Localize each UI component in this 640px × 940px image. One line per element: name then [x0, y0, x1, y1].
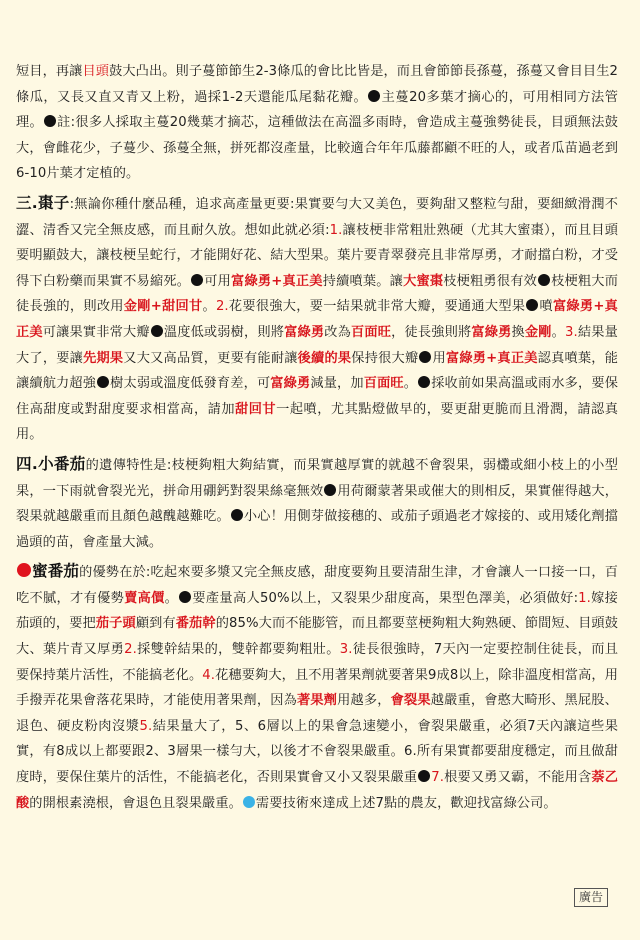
black-bullet-icon — [368, 90, 380, 102]
text-run: 顧到有 — [135, 616, 176, 632]
text-run: 嫁接茄頭的，要把 — [16, 590, 618, 632]
text-run: 採雙幹結果的，雙幹都要夠粗壯。 — [136, 642, 340, 658]
black-bullet-icon — [44, 115, 56, 127]
text-run: 的遺傳特性是:枝梗夠粗大夠結實，而果實越厚實的就越不會裂果，弱欉或細小枝上的小型果，一下雨就會裂光光，拼命用硼鈣對裂果絲毫無效 — [16, 457, 618, 499]
text-run: 保持很大瓣 — [351, 350, 419, 366]
text-run: 枝梗粗大而徒長強的，則改用 — [16, 273, 618, 315]
text-run: 小心！用側芽做接穗的、或茄子頭過老才嫁接的、或用矮化劑擋過頭的苗，會產量大減。 — [16, 509, 618, 550]
black-bullet-icon — [179, 591, 191, 603]
text-run: 減量，加 — [310, 376, 364, 392]
text-run: 主蔓20多葉才摘心的，可用相同方法管理。 — [16, 89, 618, 131]
text-run: 的優勢在於:吃起來要多漿又完全無皮感，甜度要夠且要清甜生津，才會讓人一口接一口，百吃不膩，才有優勢 — [16, 565, 618, 606]
highlight-text: 4. — [202, 667, 216, 683]
highlight-text: 番茄幹 — [175, 616, 216, 632]
highlight-text: 7. — [431, 770, 445, 786]
section-paragraph — [16, 559, 618, 816]
text-run: 改為 — [324, 324, 352, 340]
text-run: 短目，再讓 — [16, 64, 83, 79]
highlight-text: 富綠勇 — [471, 324, 512, 340]
highlight-text: 1. — [578, 590, 591, 606]
text-run: 花要很強大，要一結果就非常大瓣，要通通大型果 — [228, 299, 526, 315]
highlight-text: 百面旺 — [363, 376, 404, 392]
highlight-text: 富綠勇 — [284, 324, 325, 340]
highlight-text: 賣高價 — [124, 590, 165, 606]
text-run: 枝梗粗勇很有效 — [443, 273, 538, 289]
text-run: 認真噴葉，能讓續航力超強 — [16, 350, 618, 392]
text-run: 樹太弱或溫度低發育差，可 — [110, 376, 271, 392]
black-bullet-icon — [231, 509, 243, 521]
article-body — [16, 59, 618, 819]
section-heading: 蜜番茄 — [32, 562, 80, 581]
black-bullet-icon — [97, 376, 109, 388]
text-run: 。 — [202, 299, 216, 315]
text-run: 。 — [551, 324, 566, 340]
black-bullet-icon — [151, 325, 163, 337]
highlight-text: 2. — [215, 299, 229, 315]
text-run: 用越多， — [337, 693, 391, 709]
highlight-text: 金剛 — [524, 324, 552, 340]
text-run: 可用 — [204, 273, 232, 289]
highlight-text: 會裂果 — [390, 693, 431, 709]
text-run: 要產量高人50%以上，又裂果少甜度高，果型色澤美，必須做好: — [192, 590, 579, 606]
text-run: 噴 — [539, 299, 553, 315]
text-run: ，徒長強則將 — [391, 324, 472, 340]
highlight-text: 金剛+甜回甘 — [123, 299, 203, 315]
highlight-text: 後續的果 — [297, 350, 352, 366]
text-run: 。 — [403, 376, 418, 392]
red-bullet-icon — [17, 563, 31, 577]
body-paragraph — [16, 59, 618, 187]
highlight-text: 富綠勇+真正美 — [231, 273, 323, 289]
text-run: 的開根素澆根，會退色且裂果嚴重。 — [29, 795, 242, 811]
black-bullet-icon — [419, 351, 431, 363]
section-heading: 四.小番茄 — [16, 454, 86, 473]
highlight-text: 3. — [339, 642, 353, 658]
text-run: 持續噴葉。讓 — [322, 273, 404, 289]
section-paragraph — [16, 191, 618, 448]
highlight-text: 5. — [139, 718, 153, 734]
text-run: 的85%大而不能膨管，而且都要莖梗夠粗大夠熟硬、節間短、目頭鼓大、葉片青又厚勇 — [16, 616, 618, 658]
text-run: :無論你種什麼品種，追求高產量更要:果實要勻大又美色，要夠甜又整粒勻甜，要細緻滑潤不澀、清香又完全無皮感，而且耐久放。想如此就必須: — [16, 196, 618, 238]
text-run: 可讓果實非常大瓣 — [42, 324, 150, 340]
highlight-text: 著果劑 — [296, 693, 338, 709]
text-run: 花穗要夠大，且不用著果劑就要著果9成8以上，除非溫度相當高，用手撥弄花果會落花果時，才能使用著果劑，因為 — [16, 667, 618, 709]
text-run: 註:很多人採取主蔓20幾葉才摘芯，這種做法在高溫多雨時，會造成主蔓強勢徒長，目頭無法鼓大，會雌花少，子蔓少、孫蔓全無，拼死都沒產量，比較適合年年瓜藤都顧不旺的人，或者瓜苗過老到6-10片葉才定植的。 — [16, 115, 618, 182]
text-run: 結果量大了，要讓 — [16, 324, 618, 366]
highlight-text: 富綠勇+真正美 — [445, 350, 538, 366]
highlight-text: 萘乙酸 — [16, 770, 618, 811]
highlight-text: 1. — [329, 222, 343, 238]
black-bullet-icon — [538, 274, 550, 286]
text-run: 根要又勇又霸，不能用含 — [444, 770, 592, 786]
text-run: 結果量大了，5、6層以上的果會急速變小，會裂果嚴重，必須7天內讓這些果實，有8成以上都要跟2、3層果一樣勻大，以後才不會裂果嚴重。6.所有果實都要甜度穩定，而且做甜度時，要保住葉片的活性，不能搞老化，否則果實會又小又裂果嚴重 — [16, 718, 618, 786]
highlight-text: 2. — [124, 642, 137, 658]
black-bullet-icon — [191, 274, 203, 286]
text-run: 換 — [511, 324, 525, 340]
blue-bullet-icon — [243, 796, 255, 808]
black-bullet-icon — [418, 376, 430, 388]
text-run: 一起噴，尤其點燈做早的，要更甜更脆而且滑潤，請認真用。 — [16, 401, 618, 443]
black-bullet-icon — [324, 484, 336, 496]
text-run: 用荷爾蒙著果或催大的則相反，果實催得越大，裂果就越嚴重而且顏色越醜越難吃。 — [16, 483, 618, 525]
text-run: 。 — [164, 590, 179, 606]
text-run: 採收前如果高溫或雨水多，要保住高甜度或對甜度要求相當高，請加 — [16, 376, 618, 417]
ad-label-badge: 廣告 — [574, 888, 608, 907]
highlight-text: 目頭 — [82, 64, 110, 79]
highlight-text: 先期果 — [83, 350, 124, 366]
text-run: 又大又高品質，更要有能耐讓 — [123, 350, 298, 366]
highlight-text: 3. — [565, 324, 578, 340]
text-run: 鼓大凸出。則子蔓節節生2-3條瓜的會比比皆是，而且會節節長孫蔓，孫蔓又會目目生2條瓜，又長又直又青又上粉，過採1-2天還能瓜尾黏花瓣。 — [16, 64, 619, 105]
highlight-text: 百面旺 — [351, 324, 392, 340]
highlight-text: 甜回甘 — [235, 401, 277, 417]
section-heading: 三.棗子 — [16, 193, 70, 212]
highlight-text: 茄子頭 — [95, 616, 136, 632]
text-run: 徒長很強時，7天內一定要控制住徒長，而且要保持葉片活性，不能搞老化。 — [16, 642, 618, 683]
text-run: 需要技術來達成上述7點的農友，歡迎找富綠公司。 — [255, 795, 557, 811]
highlight-text: 大蜜棗 — [403, 273, 444, 289]
text-run: 越嚴重，會憨大畸形、黑屁股、退色、硬皮粉肉沒漿 — [16, 693, 618, 734]
highlight-text: 富綠勇+真正美 — [16, 299, 618, 340]
text-run: 溫度低或弱樹，則將 — [163, 324, 285, 340]
section-paragraph — [16, 452, 618, 555]
highlight-text: 富綠勇 — [270, 376, 311, 392]
text-run: 讓枝梗非常粗壯熟硬（尤其大蜜棗），而且目頭要明顯鼓大，讓枝梗呈蛇行，才能開好花、結大型果。葉片要青翠發亮且非常厚勇，才耐擋白粉，才受得下白粉藥而果實不易縮死。 — [16, 222, 618, 289]
black-bullet-icon — [526, 299, 538, 311]
text-run: 用 — [432, 350, 446, 366]
black-bullet-icon — [418, 770, 430, 782]
